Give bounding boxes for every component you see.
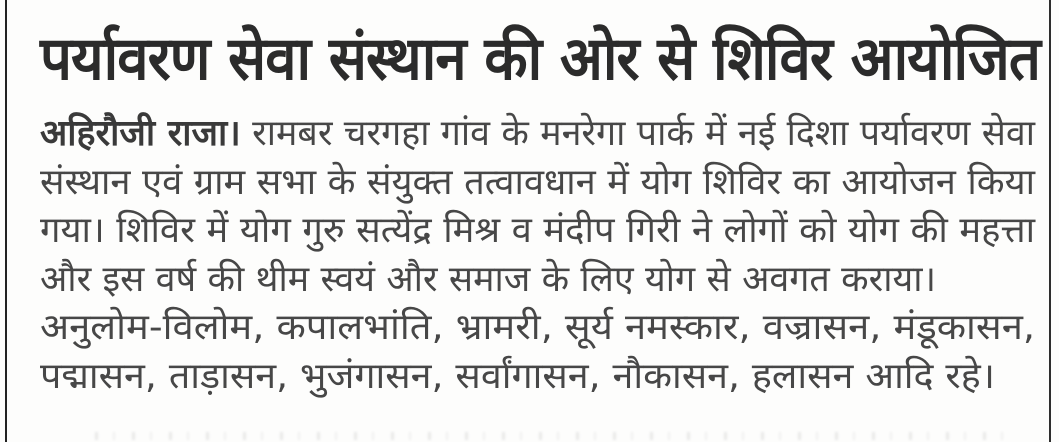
body-line [40,258,936,311]
column-rule-right [1049,0,1051,442]
body-line [40,161,1035,214]
body-line [40,210,1035,262]
cropped-next-line-remnant [95,432,1014,440]
body-line [40,113,1036,165]
body-line-text: और इस वर्ष की थीम स्वयं और समाज के लिए योग से अवगत कराया। [40,258,936,300]
dateline: अहिरौजी राजा। [40,113,241,154]
body-line-text: पद्मासन, ताड़ासन, भुजंगासन, सर्वांगासन, नौकासन, हलासन आदि रहे। [40,355,996,397]
headline-text: पर्यावरण सेवा संस्थान की ओर से शिविर आयोजित [40,24,1040,94]
body-line [40,355,996,408]
body-line-text: संस्थान एवं ग्राम सभा के संयुक्त तत्वावधान में योग शिविर का आयोजन किया [40,161,1035,203]
article-body [40,113,1036,408]
body-line-text: रामबर चरगहा गांव के मनरेगा पार्क में नई दिशा पर्यावरण सेवा [240,113,1036,154]
body-line-text: गया। शिविर में योग गुरु सत्येंद्र मिश्र व मंदीप गिरी ने लोगों को योग की महत्ता [40,210,1035,252]
column-rule-left [5,0,7,442]
headline [40,22,1040,97]
body-line [40,307,1035,359]
body-line-text: अनुलोम-विलोम, कपालभांति, भ्रामरी, सूर्य नमस्कार, वज्रासन, मंडूकासन, [40,307,1035,349]
